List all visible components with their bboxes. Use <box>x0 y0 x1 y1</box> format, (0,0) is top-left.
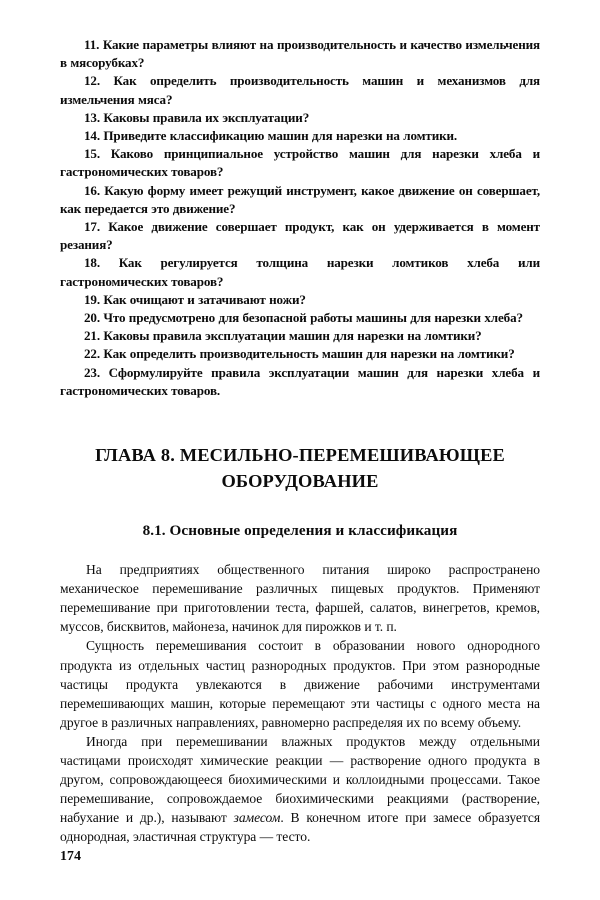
body-paragraph-2: Сущность перемешивания состоит в образовании нового однородного продукта из отдельных частиц разнородных продуктов. При этом разнородные частицы продукта увлекаются в движение рабочими инструментами перемешивающих машин, которые перемещают эти частицы с одного места на другое в различных направлениях, равномерно распределяя их по всему объему. <box>60 638 540 730</box>
spacer-after-section-title <box>60 542 540 560</box>
question-item: 20. Что предусмотрено для безопасной работы машины для нарезки хлеба? <box>84 310 523 326</box>
body-paragraph-3-part-1: Иногда при перемешивании влажных продуктов между отдельными частицами происходят химические реакции — растворение одного продукта в другом, сопровождающееся биохимическими и коллоидными процессами. Такое перемешивание, сопровождаемое биохимическими реакциями (растворение, набухание и др.), называют <box>60 733 540 826</box>
question-item: 18. Как регулируется толщина нарезки ломтиков хлеба или гастрономических товаров? <box>60 255 540 289</box>
question-item: 17. Какое движение совершает продукт, как он удерживается в момент резания? <box>60 219 540 253</box>
question-item: 15. Каково принципиальное устройство машин для нарезки хлеба и гастрономических товаров? <box>60 146 540 180</box>
question-item: 11. Какие параметры влияют на производительность и качество измельчения в мясорубках? <box>60 37 540 71</box>
body-paragraph-3-emphasis: замесом <box>233 810 281 826</box>
question-item: 21. Каковы правила эксплуатации машин для нарезки на ломтики? <box>84 328 482 344</box>
spacer-after-chapter-title <box>60 494 540 520</box>
question-item: 23. Сформулируйте правила эксплуатации машин для нарезки хлеба и гастрономических товаров. <box>60 364 540 398</box>
question-item: 14. Приведите классификацию машин для нарезки на ломтики. <box>84 128 458 144</box>
chapter-title <box>60 442 540 494</box>
body-paragraph-3 <box>60 732 540 847</box>
question-item: 19. Как очищают и затачивают ножи? <box>84 291 306 307</box>
body-paragraph-1: На предприятиях общественного питания широко распространено механическое перемешивание различных пищевых продуктов. Применяют перемешивание при приготовлении теста, фаршей, салатов, винегретов, кремов, муссов, бисквитов, майонеза, начинок для пирожков и т. п. <box>60 562 540 635</box>
chapter-title-line-2: ОБОРУДОВАНИЕ <box>221 471 379 492</box>
question-item: 22. Как определить производительность машин для нарезки на ломтики? <box>84 346 515 362</box>
page-number: 174 <box>60 848 82 863</box>
question-item: 16. Какую форму имеет режущий инструмент, какое движение он совершает, как передается это движение? <box>60 182 540 216</box>
question-item: 13. Каковы правила их эксплуатации? <box>84 109 310 125</box>
spacer-before-chapter-title <box>60 400 540 442</box>
page-content <box>60 36 540 846</box>
review-questions-list <box>60 36 540 400</box>
question-item: 12. Как определить производительность машин и механизмов для измельчения мяса? <box>60 73 540 107</box>
chapter-title-line-1: ГЛАВА 8. МЕСИЛЬНО-ПЕРЕМЕШИВАЮЩЕЕ <box>95 445 505 466</box>
section-title: 8.1. Основные определения и классификация <box>142 522 458 540</box>
body-paragraph-3-part-2: . В конечном итоге при замесе образуется однородная, эластичная структура — тесто. <box>60 810 541 845</box>
